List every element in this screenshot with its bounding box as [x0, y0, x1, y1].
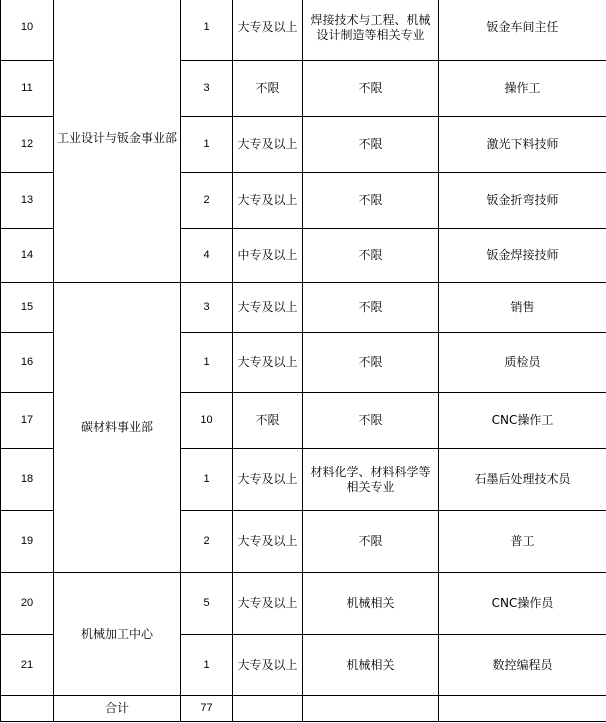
position-name: CNC操作员: [439, 573, 606, 635]
headcount: 3: [181, 283, 233, 333]
education-requirement: 大专及以上: [233, 173, 303, 229]
major-requirement: 机械相关: [303, 573, 439, 635]
education-requirement: 大专及以上: [233, 449, 303, 511]
position-name: 操作工: [439, 61, 606, 117]
position-name: CNC操作工: [439, 393, 606, 449]
position-name: 钣金焊接技师: [439, 229, 606, 283]
major-requirement: 不限: [303, 117, 439, 173]
row-number: 11: [1, 61, 54, 117]
major-requirement: 机械相关: [303, 635, 439, 696]
department-cell: 工业设计与钣金事业部: [54, 0, 181, 283]
total-blank-cell: [1, 696, 54, 722]
total-blank-cell: [233, 696, 303, 722]
education-requirement: 大专及以上: [233, 283, 303, 333]
education-requirement: 大专及以上: [233, 635, 303, 696]
education-requirement: 大专及以上: [233, 117, 303, 173]
education-requirement: 大专及以上: [233, 333, 303, 393]
department-cell: 机械加工中心: [54, 573, 181, 696]
headcount: 3: [181, 61, 233, 117]
major-requirement: 不限: [303, 333, 439, 393]
total-count: 77: [181, 696, 233, 722]
row-number: 21: [1, 635, 54, 696]
table-row: [1, 573, 606, 635]
position-name: 激光下料技师: [439, 117, 606, 173]
total-label: 合计: [54, 696, 181, 722]
position-name: 钣金折弯技师: [439, 173, 606, 229]
headcount: 1: [181, 117, 233, 173]
position-name: 钣金车间主任: [439, 0, 606, 61]
headcount: 10: [181, 393, 233, 449]
major-requirement: 材料化学、材料科学等相关专业: [303, 449, 439, 511]
total-row: [1, 696, 606, 722]
headcount: 5: [181, 573, 233, 635]
row-number: 17: [1, 393, 54, 449]
major-requirement: 焊接技术与工程、机械设计制造等相关专业: [303, 0, 439, 61]
headcount: 1: [181, 635, 233, 696]
education-requirement: 不限: [233, 61, 303, 117]
department-cell: 碳材料事业部: [54, 283, 181, 573]
major-requirement: 不限: [303, 61, 439, 117]
row-number: 16: [1, 333, 54, 393]
education-requirement: 不限: [233, 393, 303, 449]
major-requirement: 不限: [303, 229, 439, 283]
table-row: [1, 283, 606, 333]
major-requirement: 不限: [303, 511, 439, 573]
major-requirement: 不限: [303, 393, 439, 449]
row-number: 19: [1, 511, 54, 573]
headcount: 4: [181, 229, 233, 283]
position-name: 销售: [439, 283, 606, 333]
headcount: 1: [181, 333, 233, 393]
headcount: 1: [181, 0, 233, 61]
headcount: 1: [181, 449, 233, 511]
row-number: 15: [1, 283, 54, 333]
major-requirement: 不限: [303, 173, 439, 229]
position-name: 质检员: [439, 333, 606, 393]
row-number: 18: [1, 449, 54, 511]
education-requirement: 大专及以上: [233, 0, 303, 61]
education-requirement: 中专及以上: [233, 229, 303, 283]
total-blank-cell: [303, 696, 439, 722]
education-requirement: 大专及以上: [233, 511, 303, 573]
headcount: 2: [181, 173, 233, 229]
position-name: 石墨后处理技术员: [439, 449, 606, 511]
row-number: 10: [1, 0, 54, 61]
row-number: 20: [1, 573, 54, 635]
row-number: 14: [1, 229, 54, 283]
row-number: 12: [1, 117, 54, 173]
position-name: 普工: [439, 511, 606, 573]
total-blank-cell: [439, 696, 606, 722]
position-name: 数控编程员: [439, 635, 606, 696]
row-number: 13: [1, 173, 54, 229]
table-row: [1, 0, 606, 61]
major-requirement: 不限: [303, 283, 439, 333]
education-requirement: 大专及以上: [233, 573, 303, 635]
headcount: 2: [181, 511, 233, 573]
